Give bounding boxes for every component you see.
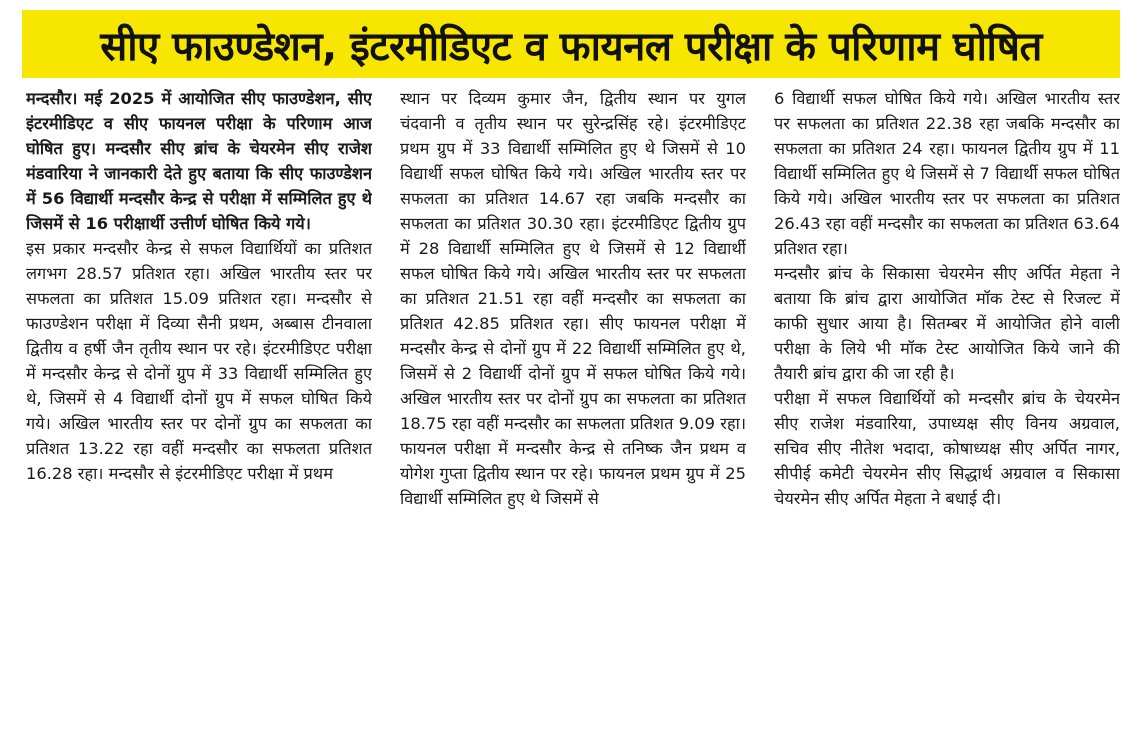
headline-banner [22, 10, 1120, 78]
column-2 [400, 86, 746, 726]
body-paragraph: मन्दसौर ब्रांच के सिकासा चेयरमेन सीए अर्पित मेहता ने बताया कि ब्रांच द्वारा आयोजित मॉक टेस्ट से रिजल्ट में काफी सुधार आया है। सितम्बर में आयोजित होने वाली परीक्षा के लिये भी मॉक टेस्ट आयोजित किये जाने की तैयारी ब्रांच द्वारा की जा रही है। [774, 264, 1120, 383]
lead-paragraph: मन्दसौर। मई 2025 में आयोजित सीए फाउण्डेशन, सीए इंटरमीडिएट व सीए फायनल परीक्षा के परिणाम आज घोषित हुए। मन्दसौर सीए ब्रांच के चेयरमेन सीए राजेश मंडवारिया ने जानकारी देते हुए बताया कि सीए फाउण्डेशन में 56 विद्यार्थी मन्दसौर केन्द्र से परीक्षा में सम्मिलित हुए थे जिसमें से 16 परीक्षार्थी उत्तीर्ण घोषित किये गये। [26, 89, 372, 233]
column-3 [774, 86, 1120, 726]
body-paragraph: स्थान पर दिव्यम कुमार जैन, द्वितीय स्थान पर युगल चंदवानी व तृतीय स्थान पर सुरेन्द्रसिंह रहे। इंटरमीडिएट प्रथम ग्रुप में 33 विद्यार्थी सम्मिलित हुए थे जिसमें से 10 विद्यार्थी सफल घोषित किये गये। अखिल भारतीय स्तर पर सफलता का प्रतिशत 14.67 रहा जबकि मन्दसौर का सफलता का प्रतिशत 30.30 रहा। इंटरमीडिएट द्वितीय ग्रुप में 28 विद्यार्थी सम्मिलित हुए थे जिसमें से 12 विद्यार्थी सफल घोषित किये गये। अखिल भारतीय स्तर पर सफलता का प्रतिशत 21.51 रहा वहीं मन्दसौर का सफलता का प्रतिशत 42.85 प्रतिशत रहा। सीए फायनल परीक्षा में मन्दसौर केन्द्र से दोनों ग्रुप में 22 विद्यार्थी सम्मिलित हुए थे, जिसमें से 2 विद्यार्थी दोनों ग्रुप में सफल घोषित किये गये। अखिल भारतीय स्तर पर दोनों ग्रुप का सफलता का प्रतिशत 18.75 रहा वहीं मन्दसौर का सफलता प्रतिशत 9.09 रहा। फायनल परीक्षा में मन्दसौर केन्द्र से तनिष्क जैन प्रथम व योगेश गुप्ता द्वितीय स्थान पर रहे। फायनल प्रथम ग्रुप में 25 विद्यार्थी सम्मिलित हुए थे जिसमें से [400, 89, 746, 508]
column-1 [26, 86, 372, 726]
body-paragraph: 6 विद्यार्थी सफल घोषित किये गये। अखिल भारतीय स्तर पर सफलता का प्रतिशत 22.38 रहा जबकि मन्दसौर का सफलता का प्रतिशत 24 रहा। फायनल द्वितीय ग्रुप में 11 विद्यार्थी सम्मिलित हुए थे जिसमें से 7 विद्यार्थी सफल घोषित किये गये। अखिल भारतीय स्तर पर सफलता का प्रतिशत 26.43 रहा वहीं मन्दसौर का सफलता का प्रतिशत 63.64 प्रतिशत रहा। [774, 89, 1120, 258]
article-columns [26, 86, 1120, 726]
body-paragraph: परीक्षा में सफल विद्यार्थियों को मन्दसौर ब्रांच के चेयरमेन सीए राजेश मंडवारिया, उपाध्यक्ष सीए विनय अग्रवाल, सचिव सीए नीतेश भदादा, कोषाध्यक्ष सीए अर्पित नागर, सीपीई कमेटी चेयरमेन सीए सिद्धार्थ अग्रवाल व सिकासा चेयरमेन सीए अर्पित मेहता ने बधाई दी। [774, 389, 1120, 508]
body-paragraph: इस प्रकार मन्दसौर केन्द्र से सफल विद्यार्थियों का प्रतिशत लगभग 28.57 प्रतिशत रहा। अखिल भारतीय स्तर पर सफलता का प्रतिशत 15.09 प्रतिशत रहा। मन्दसौर से फाउण्डेशन परीक्षा में दिव्या सैनी प्रथम, अब्बास टीनवाला द्वितीय व हर्षी जैन तृतीय स्थान पर रहे। इंटरमीडिएट परीक्षा में मन्दसौर केन्द्र से दोनों ग्रुप में 33 विद्यार्थी सम्मिलित हुए थे, जिसमें से 4 विद्यार्थी दोनों ग्रुप में सफल घोषित किये गये। अखिल भारतीय स्तर पर दोनों ग्रुप का सफलता का प्रतिशत 13.22 रहा वहीं मन्दसौर का सफलता प्रतिशत 16.28 रहा। मन्दसौर से इंटरमीडिएट परीक्षा में प्रथम [26, 239, 372, 483]
headline: सीए फाउण्डेशन, इंटरमीडिएट व फायनल परीक्षा के परिणाम घोषित [100, 23, 1042, 70]
